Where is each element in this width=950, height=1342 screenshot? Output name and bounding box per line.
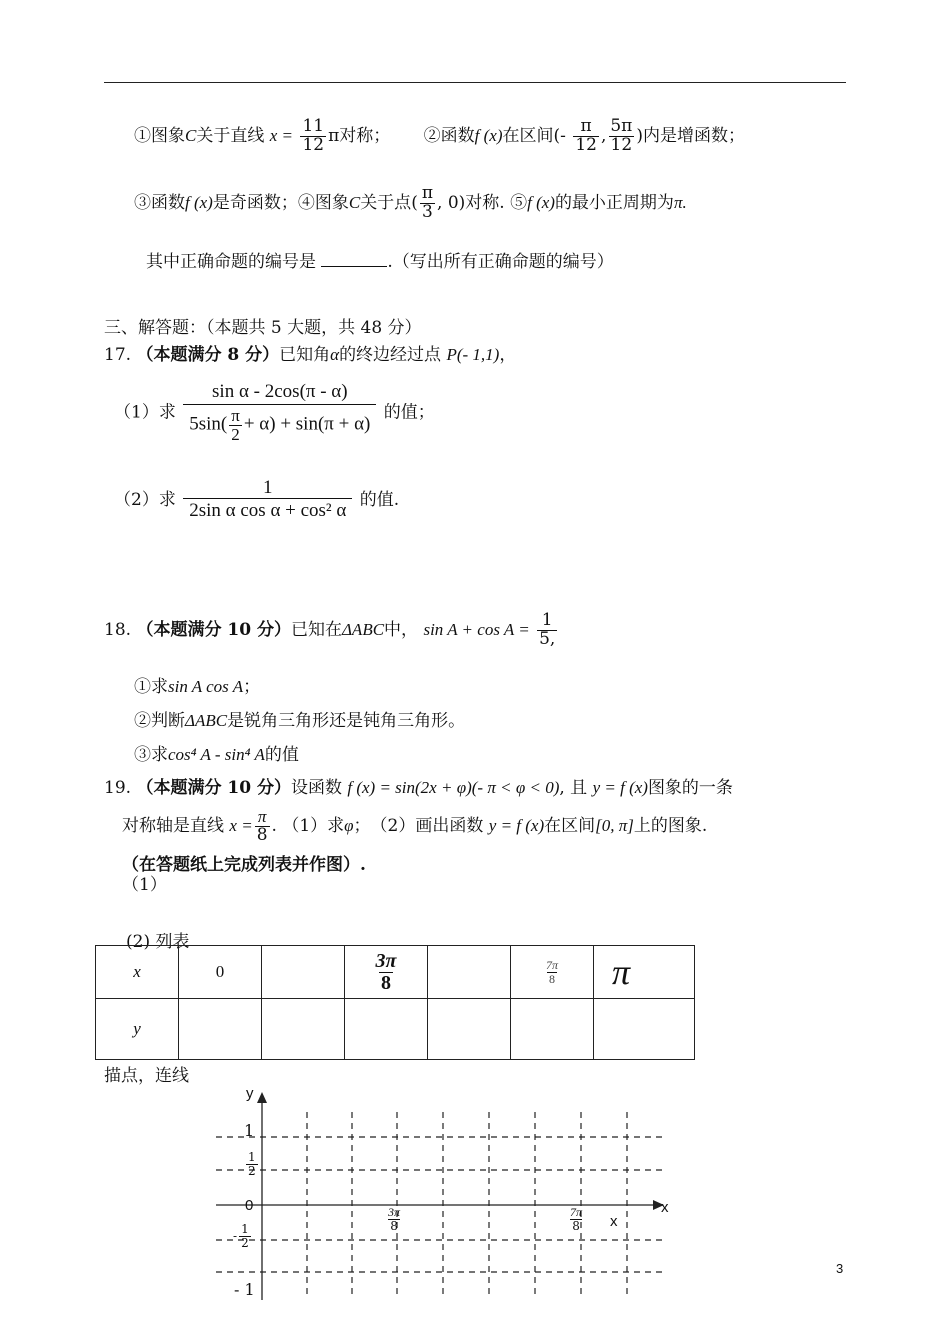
table-cell: $\frac{7\pi}{8}$ [511,946,594,999]
tick-label-neg-half: - $\frac{1}{2}$ [233,1222,249,1250]
page-number: 3 [836,1261,844,1276]
q16-text: 关于直线 [196,125,265,146]
q19-part-1: （1） [122,875,167,895]
q19-line-2: 对称轴是直线 x = $\frac{\pi}{8}$ . （1）求φ； （2）画出函数 y = f (x)在区间[0, π]上的图象. [122,807,708,845]
tick-label-1: 1 [244,1121,255,1140]
q19-instruction: （在答题纸上完成列表并作图）. [122,855,366,875]
math-symbol: C [185,125,197,145]
tick-label-7pi-8: $\frac{7\pi}{8}$ [570,1205,583,1233]
q16-text: 对称； [339,125,391,146]
math-expr: f (x) [185,192,213,212]
fraction-11-12: $\frac{11}{12}$ [302,116,325,155]
row-header-y: y [96,999,179,1060]
q16-line-1: ①图象C关于直线 x = $\frac{11}{12}$ π对称； ②函数f (x)在区间(- $\frac{\pi}{12}$ , $\frac{5\pi}{12}$ )内是增函数； [134,116,745,155]
row-header-x: x [96,946,179,999]
q17-fraction-1: sin α - 2cos(π - α) 5sin( $\frac{\pi}{2}$ + α) + sin(π + α) [183,380,376,446]
q17-fraction-2: $\frac{1}{\text{2sin α cos α + cos² α}}$ [183,478,352,523]
tick-label-half: $\frac{1}{2}$ [248,1150,256,1178]
q18-stem: 18. （本题满分 10 分）已知在ΔABC中， sin A + cos A = $\frac{1}{5,}$ [104,610,556,649]
q16-text: ②函数 [423,125,475,146]
q18-item-2: ②判断ΔABC是锐角三角形还是钝角三角形。 [134,711,466,731]
x-axis-label: x [661,1199,669,1216]
q16-text: ①图象 [134,125,185,146]
table-cell: π [594,946,695,999]
tick-label-0: 0 [245,1197,254,1214]
math-expr: x = [269,125,294,145]
q16-text: 内是增函数； [643,125,745,146]
q17-part-1: （1）求 sin α - 2cos(π - α) 5sin( $\frac{\pi}{2}$ + α) + sin(π + α) 的值； [114,381,435,444]
q19-stem: 19. （本题满分 10 分）设函数 f (x) = sin(2x + φ)(- π < φ < 0), 且 y = f (x)图象的一条 [104,778,733,798]
q17-stem: 17. （本题满分 8 分）已知角α的终边经过点 P(- 1,1)， [104,345,517,365]
table-cell: 0 [179,946,262,999]
fraction-pi-3: $\frac{\pi}{3}$ [421,183,434,222]
fraction-5pi-12: $\frac{5\pi}{12}$ [610,116,633,155]
x-axis-label-2: x [610,1213,618,1230]
q17-part-2: （2）求 $\frac{1}{\text{2sin α cos α + cos² α}}$ 的值. [114,477,400,521]
q16-line-2: ③函数f (x)是奇函数；④图象C关于点( $\frac{\pi}{3}$ , 0)对称. ⑤f (x)的最小正周期为π. [134,183,687,222]
q16-answer-line: 其中正确命题的编号是 .（写出所有正确命题的编号） [146,252,614,272]
tick-label-3pi-8: $\frac{3\pi}{8}$ [388,1205,401,1233]
math-expr: f (x) [474,125,503,145]
q18-item-3: ③求cos⁴ A - sin⁴ A的值 [134,745,299,765]
plot-instruction: 描点，连线 [104,1066,189,1086]
fraction-pi-12: $\frac{\pi}{12}$ [575,116,597,155]
y-axis-arrow [257,1092,267,1103]
q19-part-2: (2) 列表 [126,932,190,952]
y-axis-label: y [246,1085,254,1102]
q16-text: 在区间 [502,125,554,146]
tick-label-neg1: - 1 [234,1280,255,1299]
q18-item-1: ①求sin A cos A； [134,677,261,697]
section-heading: 三、解答题：（本题共 5 大题，共 48 分） [104,318,422,338]
table-cell: $\frac{3\pi}{8}$ [345,946,428,999]
